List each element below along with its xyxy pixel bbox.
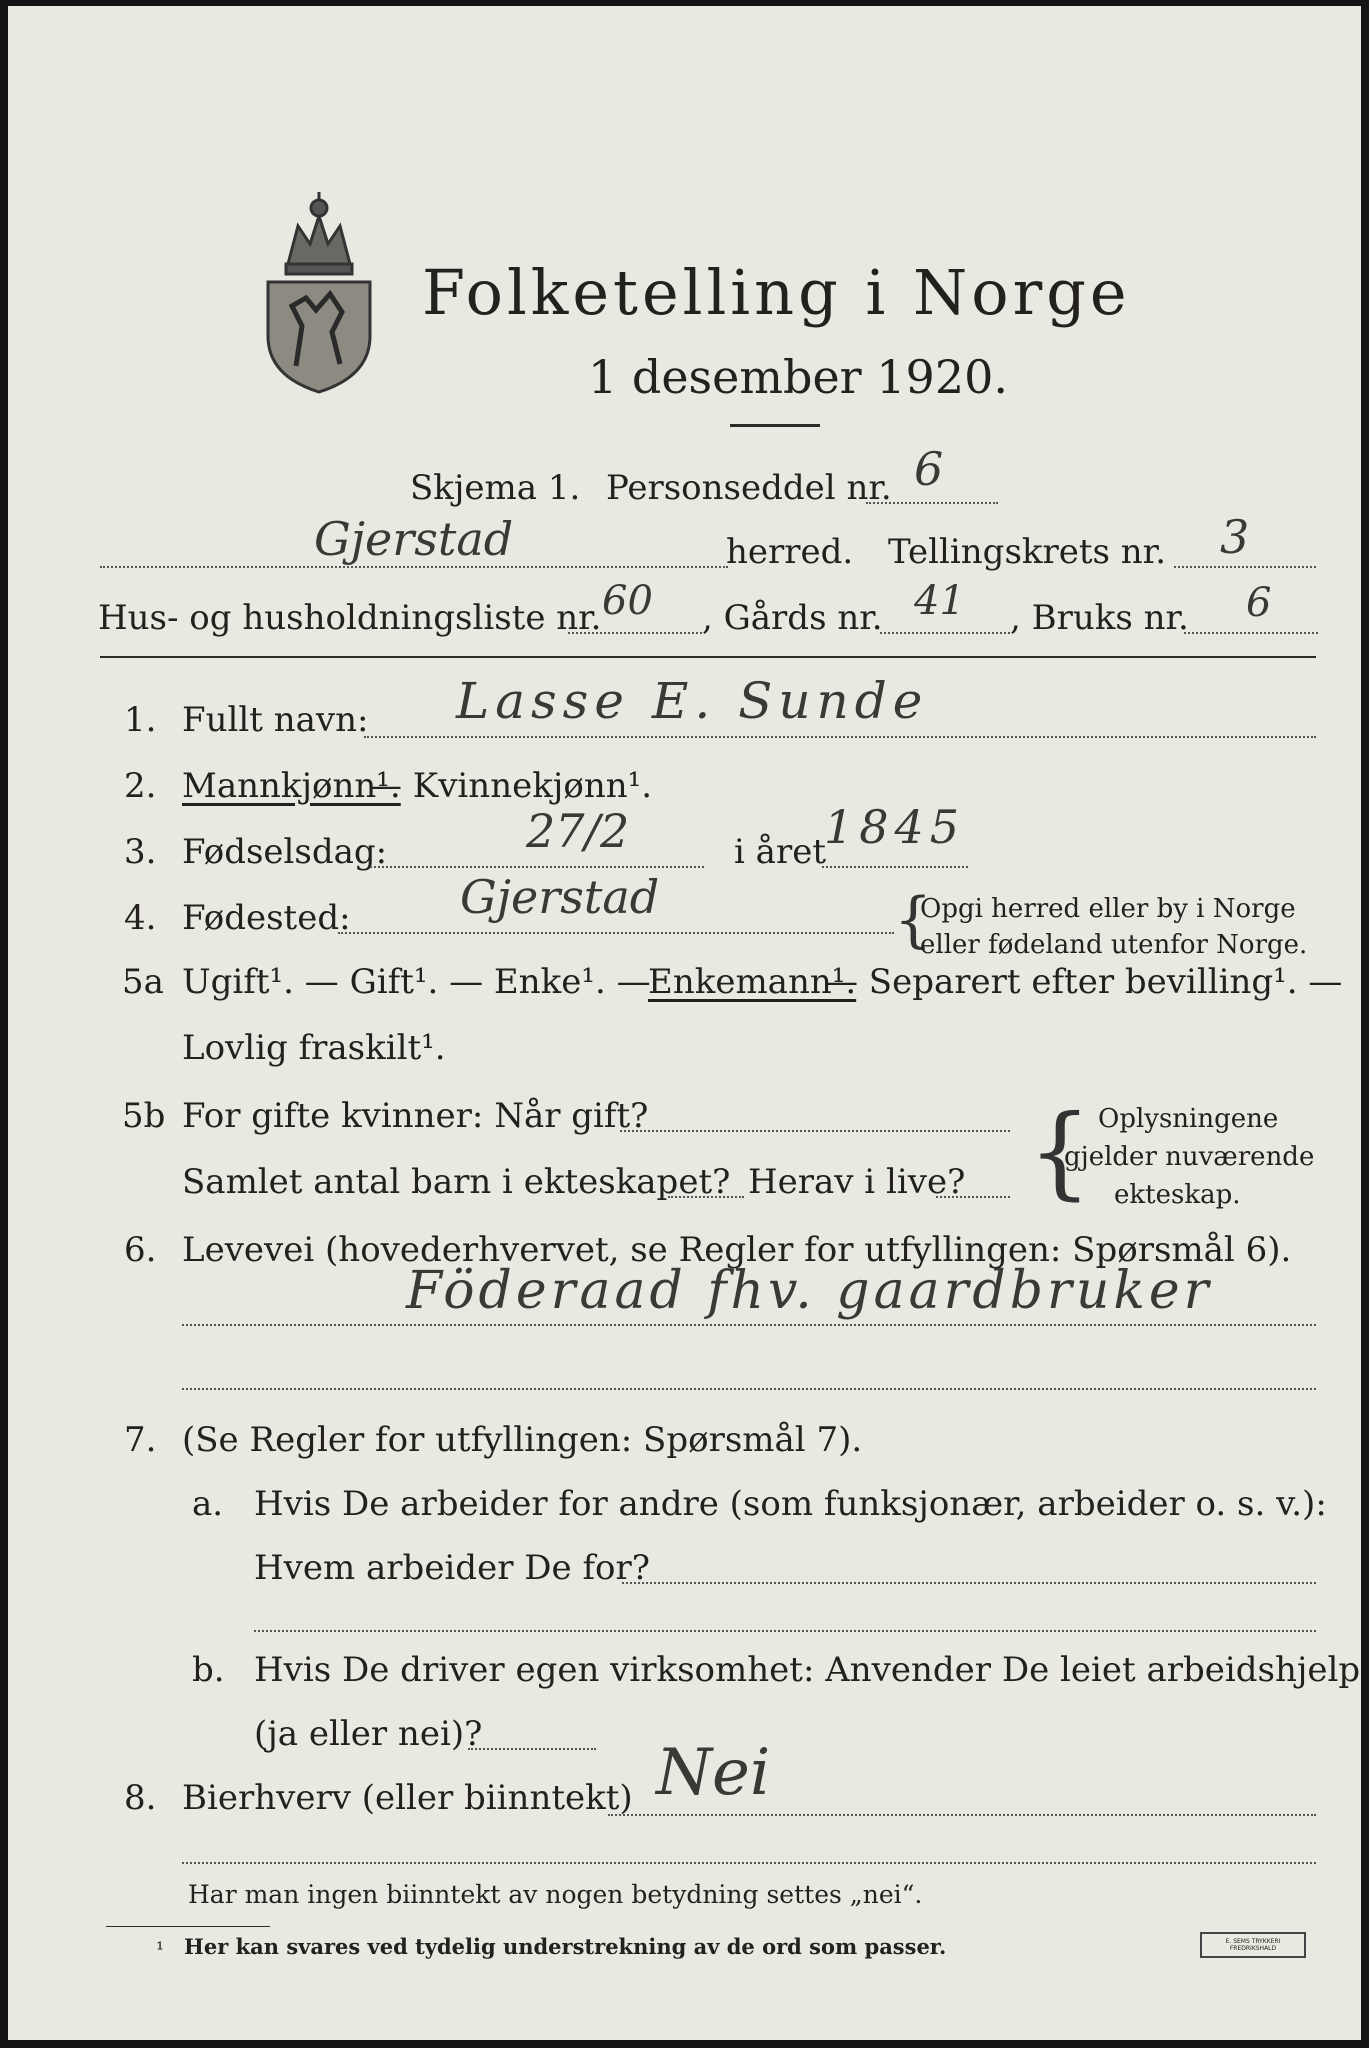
personseddel-line (866, 502, 998, 504)
bruks-value: 6 (1246, 580, 1272, 626)
q2-male-option: Mannkjønn¹. (182, 766, 401, 806)
bruks-label: , Bruks nr. (1010, 598, 1189, 638)
q6-line2 (182, 1388, 1316, 1390)
q8-line (608, 1814, 1316, 1816)
q5a-option-fraskilt: Lovlig fraskilt¹. (182, 1028, 446, 1068)
q3-birthdate: 27/2 (526, 804, 630, 858)
q5a-selected-option: Enkemann¹. (648, 962, 857, 1002)
norwegian-coat-of-arms-icon (258, 186, 380, 398)
herred-line (100, 566, 728, 568)
q3-number: 3. (124, 832, 157, 872)
q3-year-label: i året (734, 832, 826, 872)
herred-label: herred. (726, 532, 854, 572)
personseddel-value: 6 (914, 442, 944, 496)
tellingskrets-value: 3 (1220, 510, 1250, 564)
q6-line1 (182, 1324, 1316, 1326)
q1-line (364, 736, 1316, 738)
skjema-label: Skjema 1. (410, 468, 581, 508)
q8-number: 8. (124, 1778, 157, 1818)
q3-year-line (822, 866, 968, 868)
bruks-line (1184, 632, 1318, 634)
q6-label: Levevei (hovederhvervet, se Regler for utfyllingen: Spørsmål 6). (182, 1230, 1292, 1270)
tellingskrets-line (1174, 566, 1316, 568)
q6-occupation: Föderaad fhv. gaardbruker (406, 1261, 1213, 1321)
q7b-letter: b. (192, 1650, 225, 1690)
tellingskrets-label: Tellingskrets nr. (888, 532, 1167, 572)
q5b-note-line1: Oplysningene (1098, 1104, 1279, 1134)
q4-birthplace: Gjerstad (460, 870, 660, 924)
q7a-letter: a. (192, 1484, 224, 1524)
q5b-line (620, 1130, 1010, 1132)
q7b-yes-no-line (468, 1748, 596, 1750)
q5b-label-children: Samlet antal barn i ekteskapet? (182, 1162, 731, 1202)
form-title: Folketelling i Norge (422, 256, 1131, 329)
q5a-number: 5a (122, 962, 164, 1002)
q2-number: 2. (124, 766, 157, 806)
q2-female-option: — Kvinnekjønn¹. (368, 766, 653, 806)
q4-number: 4. (124, 898, 157, 938)
gards-line (880, 632, 1010, 634)
herred-value: Gjerstad (314, 512, 514, 566)
q7a-employer-line (622, 1582, 1316, 1584)
header-divider (100, 656, 1316, 658)
printer-stamp-text: E. SEMS TRYKKERI FREDRIKSHALD (1225, 1938, 1281, 1952)
q5b-label-alive: Herav i live? (748, 1162, 966, 1202)
husliste-label: Hus- og husholdningsliste nr. (98, 598, 602, 638)
footnote-text: Her kan svares ved tydelig understrekning av de ord som passer. (184, 1934, 947, 1959)
q4-line (338, 932, 894, 934)
gards-label: , Gårds nr. (702, 598, 883, 638)
title-divider (730, 424, 820, 427)
q4-note-brace: { (894, 885, 933, 955)
q7b-label: Hvis De driver egen virksomhet: Anvender De leiet arbeidshjelp (254, 1650, 1361, 1690)
q5b-note-line3: ekteskap. (1114, 1180, 1241, 1210)
q1-number: 1. (124, 700, 157, 740)
q5b-alive-line (936, 1196, 1010, 1198)
q4-note-line2: eller fødeland utenfor Norge. (920, 930, 1308, 960)
personseddel-label: Personseddel nr. (606, 468, 892, 508)
q8-side-income: Nei (656, 1736, 771, 1810)
q4-note-line1: Opgi herred eller by i Norge (920, 894, 1296, 924)
q7a-label: Hvis De arbeider for andre (som funksjonær, arbeider o. s. v.): (254, 1484, 1327, 1524)
q5b-children-line (668, 1196, 744, 1198)
husliste-value: 60 (602, 578, 653, 624)
census-date: 1 desember 1920. (588, 350, 1008, 404)
q3-birth-year: 1845 (824, 800, 966, 854)
census-form (8, 6, 1361, 2040)
q8-label: Bierhverv (eller biinntekt) (182, 1778, 633, 1818)
q1-full-name: Lasse E. Sunde (456, 672, 929, 730)
q7a-employer-label: Hvem arbeider De for? (254, 1548, 650, 1588)
q3-line (370, 866, 704, 868)
q6-number: 6. (124, 1230, 157, 1270)
q7-label: (Se Regler for utfyllingen: Spørsmål 7). (182, 1420, 863, 1460)
footer-note: Har man ingen biinntekt av nogen betydning settes „nei“. (188, 1880, 923, 1909)
q7-number: 7. (124, 1420, 157, 1460)
q3-label: Fødselsdag: (182, 832, 388, 872)
q5b-number: 5b (122, 1096, 166, 1136)
q5b-label: For gifte kvinner: Når gift? (182, 1096, 649, 1136)
q5a-options-before: Ugift¹. — Gift¹. — Enke¹. — (182, 962, 651, 1002)
q5b-note-brace: { (1028, 1093, 1092, 1210)
footnote-mark: ¹ (156, 1937, 165, 1961)
husliste-line (568, 632, 702, 634)
footnote-divider (106, 1926, 270, 1927)
q8-line2 (182, 1862, 1316, 1864)
printer-stamp (1200, 1932, 1306, 1958)
q5b-note-line2: gjelder nuværende (1064, 1142, 1315, 1172)
q4-label: Fødested: (182, 898, 351, 938)
gards-value: 41 (914, 578, 965, 624)
q1-label: Fullt navn: (182, 700, 369, 740)
q5a-options-after: — Separert efter bevilling¹. — (824, 962, 1343, 1002)
q7b-yes-no-label: (ja eller nei)? (254, 1714, 483, 1754)
q7a-employer-line2 (254, 1630, 1316, 1632)
